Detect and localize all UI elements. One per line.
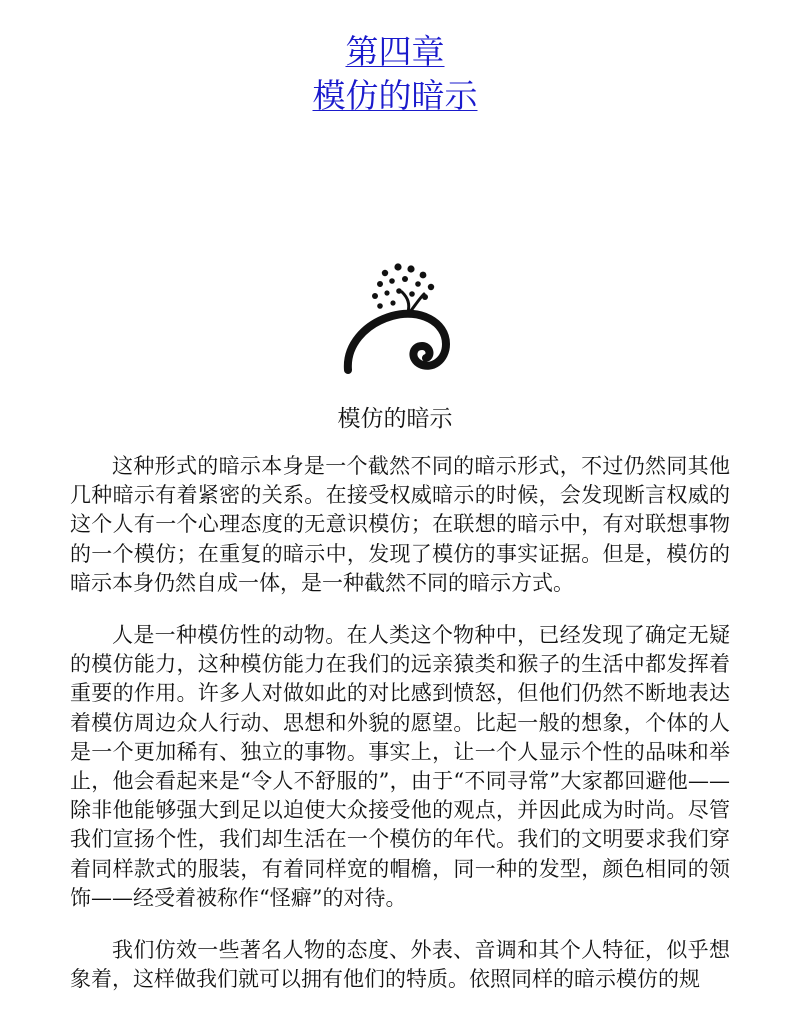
paragraph: 我们仿效一些著名人物的态度、外表、音调和其个人特征，似乎想象着，这样做我们就可以拥有他们的特质。依照同样的暗示模仿的规 — [70, 938, 730, 992]
paragraph: 人是一种模仿性的动物。在人类这个物种中，已经发现了确定无疑的模仿能力，这种模仿能力在我们的远亲猿类和猴子的生活中都发挥着重要的作用。许多人对做如此的对比感到愤怒，但他们仍然不断地表达着模仿周边众人行动、思想和外貌的愿望。比起一般的想象，个体的人是一个更加稀有、独立的事物。事实上，让一个人显示个性的品味和举止，他会看起来是“令人不舒服的”，由于“不同寻常”大家都回避他——除非他能够强大到足以迫使大众接受他的观点，并因此成为时尚。尽管我们宣扬个性，我们却生活在一个模仿的年代。我们的文明要求我们穿着同样款式的服装，有着同样宽的帽檐，同一种的发型，颜色相同的领饰——经受着被称作“怪癖”的对待。 — [70, 623, 730, 910]
chapter-heading — [0, 30, 790, 118]
section-title: 模仿的暗示 — [337, 406, 453, 432]
paragraph: 这种形式的暗示本身是一个截然不同的暗示形式，不过仍然同其他几种暗示有着紧密的关系。在接受权威暗示的时候，会发现断言权威的这个人有一个心理态度的无意识模仿；在联想的暗示中，有对联想事物的一个模仿；在重复的暗示中，发现了模仿的事实证据。但是，模仿的暗示本身仍然自成一体，是一种截然不同的暗示方式。 — [70, 454, 730, 595]
chapter-number-link[interactable]: 第四章 — [345, 32, 445, 71]
body-text — [70, 452, 730, 1017]
chapter-title-link[interactable]: 模仿的暗示 — [312, 76, 478, 115]
flower-sprout-ornament-icon — [338, 260, 458, 380]
